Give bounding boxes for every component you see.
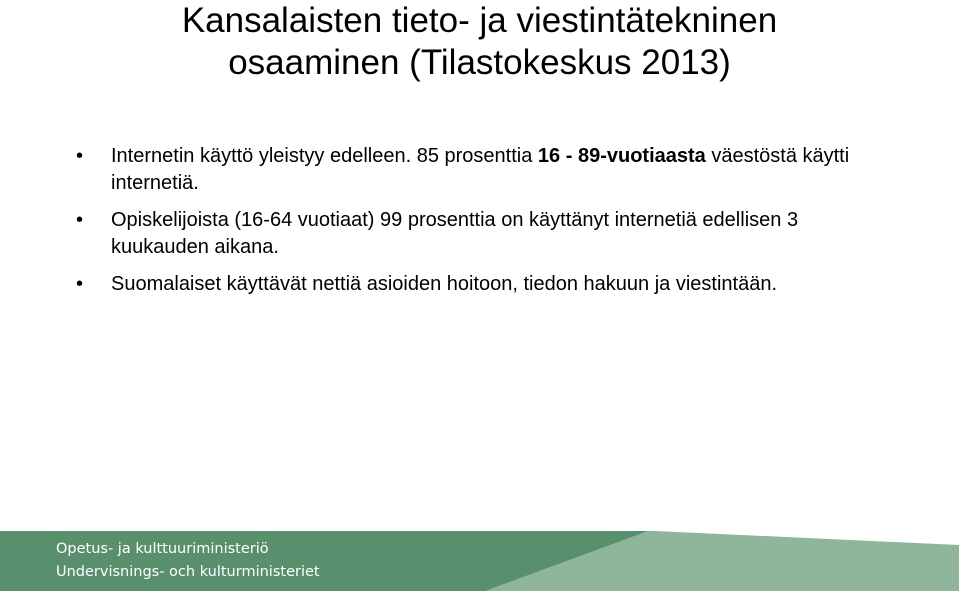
bullet-marker: •	[76, 273, 84, 295]
ministry-name-finnish: Opetus- ja kulttuuriministeriö	[56, 541, 269, 557]
bullet-list	[73, 143, 893, 308]
slide-title	[0, 0, 959, 84]
footer-band-shape	[0, 531, 959, 591]
bullet-text: Internetin käyttö yleistyy edelleen. 85 prosenttia	[111, 145, 538, 167]
bullet-item-net-uses	[73, 271, 893, 298]
footer-band	[0, 531, 959, 591]
bullet-text: Opiskelijoista (16-64 vuotiaat) 99 prosenttia on käyttänyt internetiä edellisen 3 kuukauden aikana.	[111, 209, 799, 258]
bullet-item-students	[73, 207, 893, 261]
bullet-item-internet-usage	[73, 143, 893, 197]
bullet-text: Suomalaiset käyttävät nettiä asioiden hoitoon, tiedon hakuun ja viestintään.	[111, 273, 777, 295]
bullet-text: väestöstä käytti internetiä.	[111, 145, 850, 194]
ministry-name-swedish: Undervisnings- och kulturministeriet	[56, 564, 320, 580]
slide-title-line-1: Kansalaisten tieto- ja viestintätekninen	[181, 1, 778, 40]
bullet-marker: •	[76, 145, 84, 167]
bullet-marker: •	[76, 209, 84, 231]
bullet-text-bold: 16 - 89-vuotiaasta	[537, 145, 706, 167]
slide-title-line-2: osaaminen (Tilastokeskus 2013)	[228, 43, 731, 82]
